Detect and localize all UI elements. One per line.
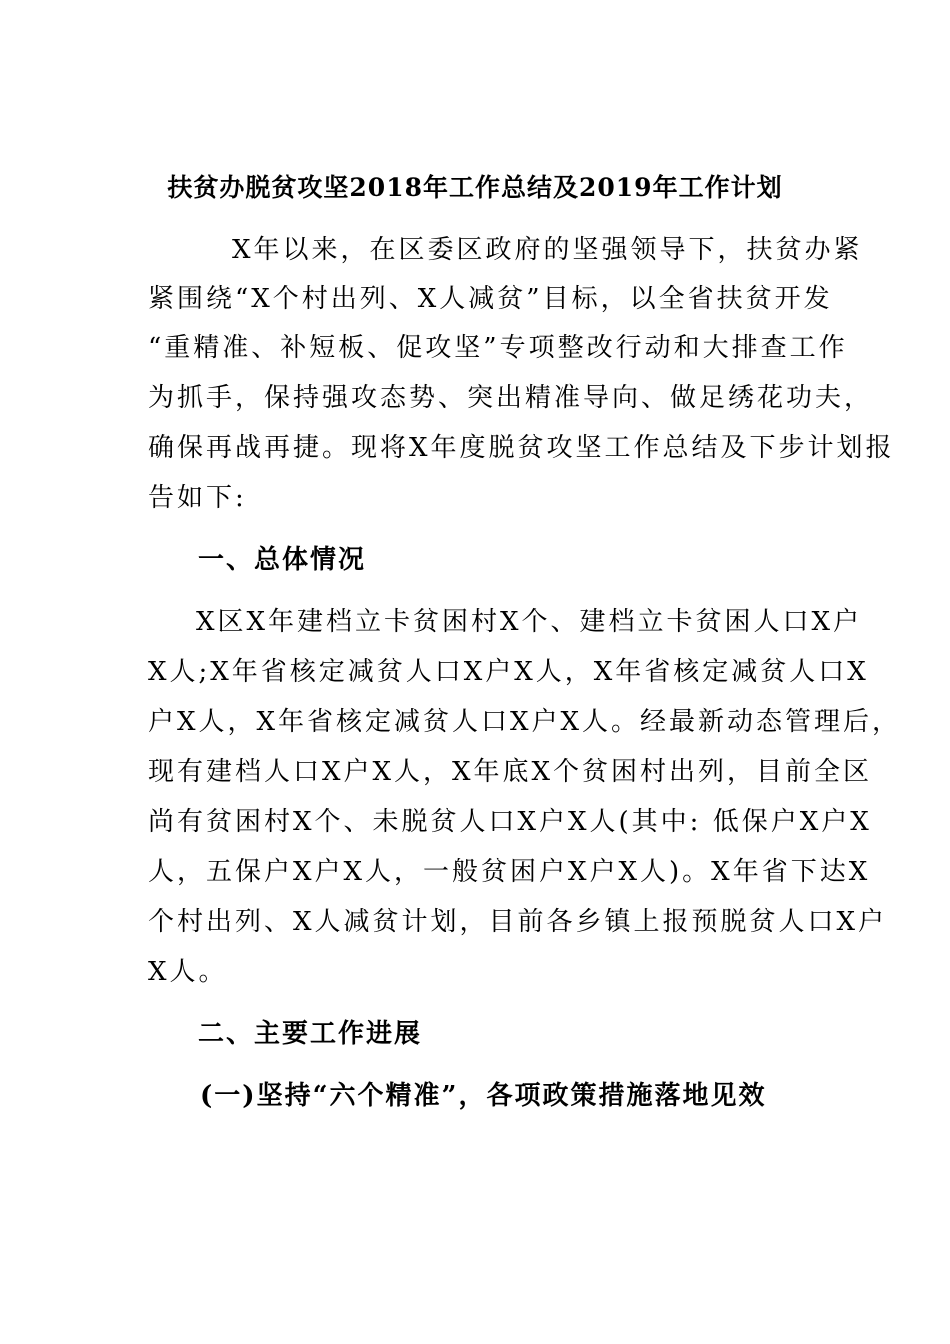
document-title: 扶贫办脱贫攻坚2018年工作总结及2019年工作计划: [167, 173, 783, 202]
intro-line: 告如下:: [148, 483, 247, 513]
overview-line: 个村出列、X人减贫计划，目前各乡镇上报预脱贫人口X户: [148, 907, 888, 937]
overview-line: X人;X年省核定减贫人口X户X人，X年省核定减贫人口X: [148, 657, 869, 687]
intro-line: “重精准、补短板、促攻坚”专项整改行动和大排查工作: [148, 333, 848, 363]
intro-line: 确保再战再捷。现将X年度脱贫攻坚工作总结及下步计划报: [148, 433, 895, 463]
intro-line: 为抓手，保持强攻态势、突出精准导向、做足绣花功夫，: [148, 383, 874, 413]
overview-line: X人。: [148, 957, 228, 987]
overview-line: 户X人，X年省核定减贫人口X户X人。经最新动态管理后，: [148, 707, 902, 737]
intro-line: 紧围绕“X个村出列、X人减贫”目标，以全省扶贫开发: [148, 284, 833, 314]
overview-line: 现有建档人口X户X人，X年底X个贫困村出列，目前全区: [148, 757, 873, 787]
section-heading-overview: 一、总体情况: [198, 545, 367, 575]
overview-line: X区X年建档立卡贫困村X个、建档立卡贫困人口X户: [196, 607, 863, 637]
section-heading-progress: 二、主要工作进展: [198, 1019, 423, 1049]
overview-line: 尚有贫困村X个、未脱贫人口X户X人(其中: 低保户X户X: [148, 807, 872, 837]
intro-line: X年以来，在区委区政府的坚强领导下，扶贫办紧: [232, 235, 863, 265]
overview-line: 人，五保户X户X人，一般贫困户X户X人)。X年省下达X: [148, 857, 871, 887]
subsection-heading: (一)坚持“六个精准”，各项政策措施落地见效: [200, 1081, 767, 1111]
